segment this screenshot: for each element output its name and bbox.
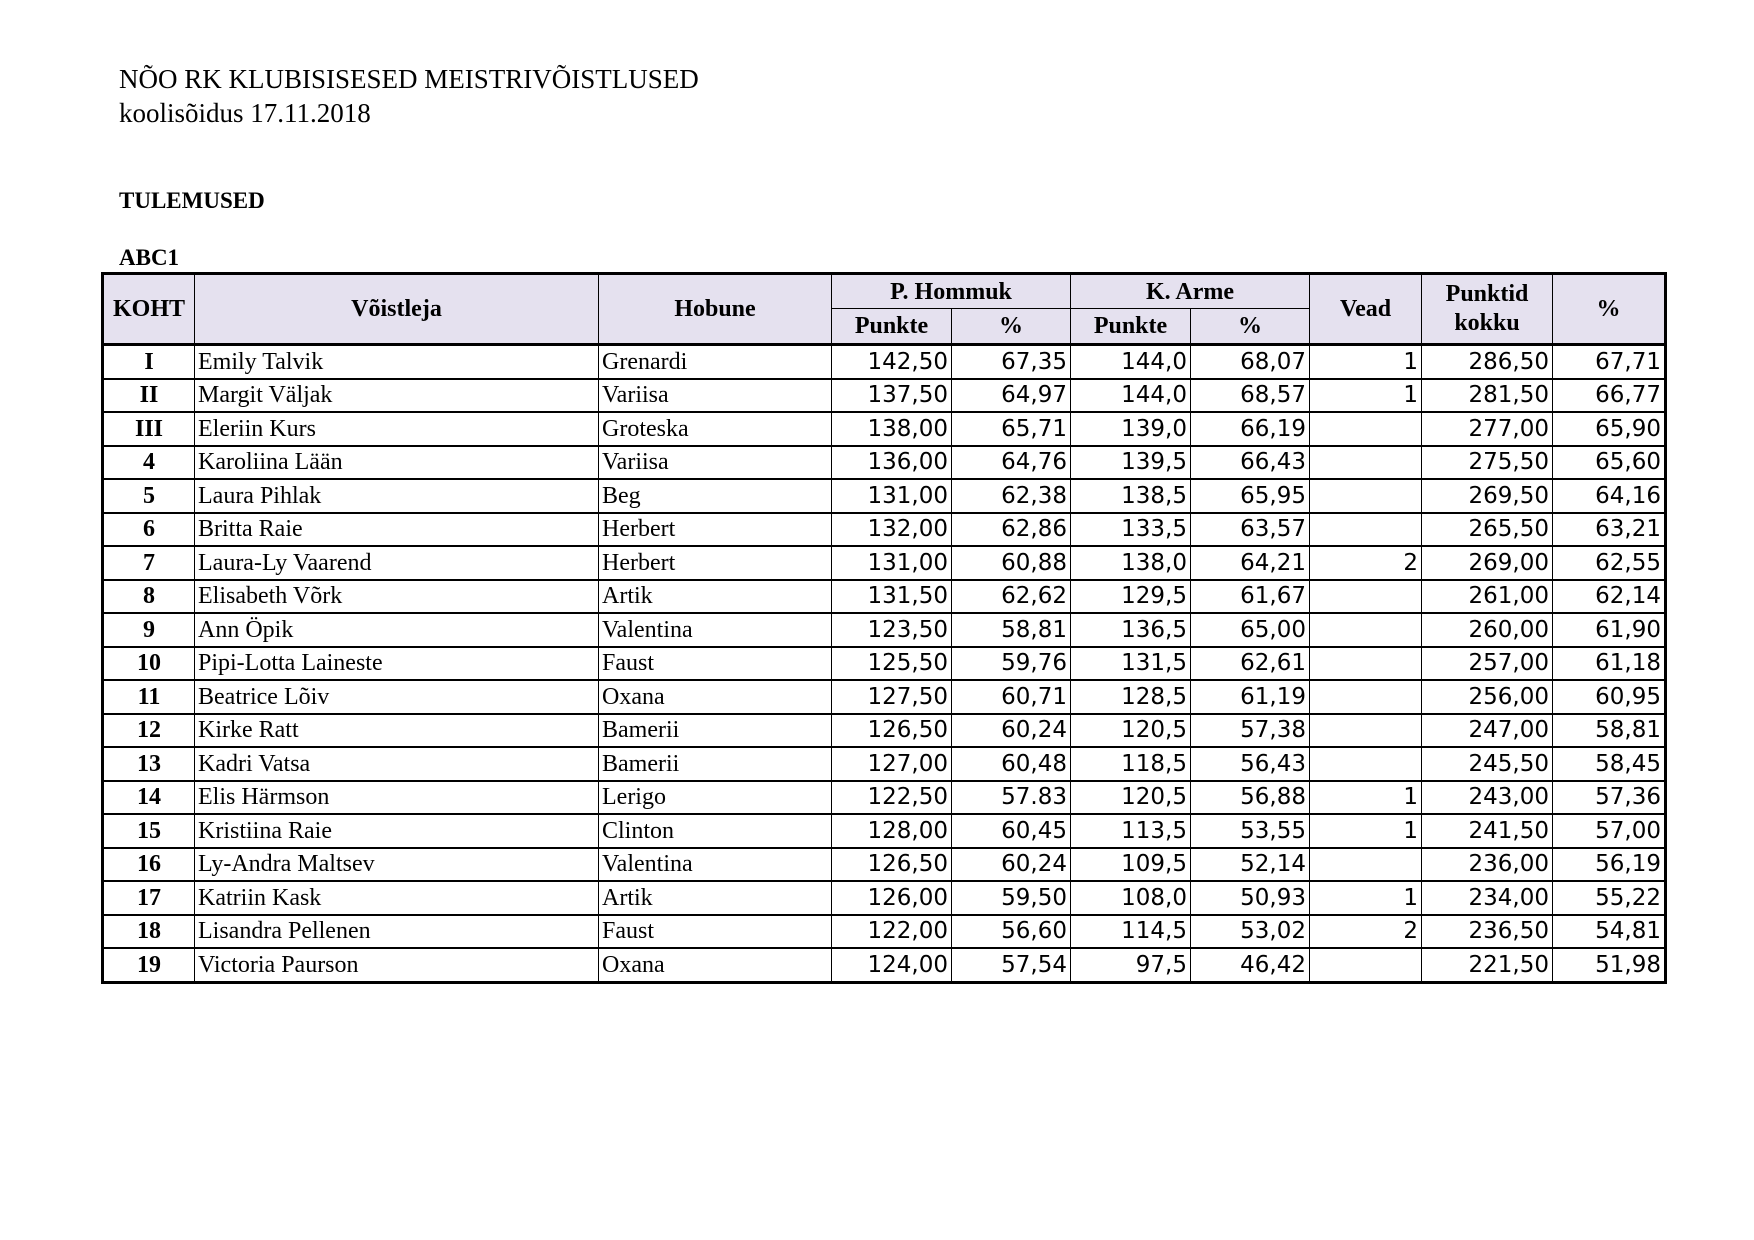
faults-cell: 1 [1310, 814, 1422, 848]
horse-cell: Groteska [599, 412, 832, 446]
header-rank: KOHT [103, 274, 195, 345]
rider-cell: Elis Härmson [195, 781, 599, 815]
judge-2-percent-cell: 68,07 [1191, 345, 1310, 379]
judge-2-percent-cell: 62,61 [1191, 647, 1310, 681]
judge-1-points-cell: 138,00 [832, 412, 952, 446]
total-points-cell: 269,00 [1422, 546, 1553, 580]
judge-2-points-cell: 128,5 [1071, 680, 1191, 714]
rider-cell: Kadri Vatsa [195, 747, 599, 781]
judge-1-percent-cell: 62,38 [952, 479, 1071, 513]
header-total-percent: % [1553, 274, 1666, 345]
table-row [103, 848, 1666, 882]
judge-1-points-cell: 136,00 [832, 446, 952, 480]
judge-1-percent-cell: 59,76 [952, 647, 1071, 681]
table-row [103, 881, 1666, 915]
faults-cell [1310, 513, 1422, 547]
judge-2-points-cell: 144,0 [1071, 345, 1191, 379]
judge-2-percent-cell: 53,02 [1191, 915, 1310, 949]
rider-cell: Beatrice Lõiv [195, 680, 599, 714]
horse-cell: Variisa [599, 446, 832, 480]
rider-cell: Victoria Paurson [195, 948, 599, 982]
judge-1-percent-cell: 62,86 [952, 513, 1071, 547]
table-row [103, 680, 1666, 714]
faults-cell: 1 [1310, 345, 1422, 379]
judge-1-points-cell: 122,00 [832, 915, 952, 949]
rank-cell: 18 [103, 915, 195, 949]
judge-2-percent-cell: 65,95 [1191, 479, 1310, 513]
faults-cell [1310, 446, 1422, 480]
table-header [103, 274, 1666, 345]
table-row [103, 714, 1666, 748]
total-points-cell: 269,50 [1422, 479, 1553, 513]
judge-2-percent-cell: 56,88 [1191, 781, 1310, 815]
rank-cell: 5 [103, 479, 195, 513]
judge-1-percent-cell: 67,35 [952, 345, 1071, 379]
judge-1-points-cell: 122,50 [832, 781, 952, 815]
judge-1-percent-cell: 57,54 [952, 948, 1071, 982]
rider-cell: Kristiina Raie [195, 814, 599, 848]
judge-2-points-cell: 129,5 [1071, 580, 1191, 614]
total-points-cell: 277,00 [1422, 412, 1553, 446]
horse-cell: Variisa [599, 379, 832, 413]
section-heading: TULEMUSED [119, 188, 265, 213]
horse-cell: Grenardi [599, 345, 832, 379]
total-points-cell: 256,00 [1422, 680, 1553, 714]
horse-cell: Oxana [599, 680, 832, 714]
total-points-cell: 241,50 [1422, 814, 1553, 848]
judge-2-points-cell: 113,5 [1071, 814, 1191, 848]
faults-cell [1310, 747, 1422, 781]
judge-2-points-cell: 131,5 [1071, 647, 1191, 681]
total-points-cell: 234,00 [1422, 881, 1553, 915]
rank-cell: 19 [103, 948, 195, 982]
judge-1-points-cell: 127,00 [832, 747, 952, 781]
rank-cell: 4 [103, 446, 195, 480]
rank-cell: 10 [103, 647, 195, 681]
judge-2-points-cell: 138,5 [1071, 479, 1191, 513]
total-points-cell: 221,50 [1422, 948, 1553, 982]
judge-1-points-cell: 124,00 [832, 948, 952, 982]
judge-1-percent-cell: 60,45 [952, 814, 1071, 848]
total-points-cell: 275,50 [1422, 446, 1553, 480]
header-judge-1-percent: % [952, 309, 1071, 345]
rank-cell: III [103, 412, 195, 446]
rider-cell: Britta Raie [195, 513, 599, 547]
table-row [103, 915, 1666, 949]
total-percent-cell: 62,55 [1553, 546, 1666, 580]
judge-1-points-cell: 142,50 [832, 345, 952, 379]
table-row [103, 613, 1666, 647]
table-row [103, 546, 1666, 580]
judge-2-percent-cell: 52,14 [1191, 848, 1310, 882]
rank-cell: 9 [103, 613, 195, 647]
table-row [103, 513, 1666, 547]
judge-2-points-cell: 97,5 [1071, 948, 1191, 982]
judge-2-points-cell: 138,0 [1071, 546, 1191, 580]
total-points-cell: 261,00 [1422, 580, 1553, 614]
judge-1-percent-cell: 62,62 [952, 580, 1071, 614]
table-row [103, 412, 1666, 446]
rank-cell: 7 [103, 546, 195, 580]
judge-2-points-cell: 109,5 [1071, 848, 1191, 882]
document-title: NÕO RK KLUBISISESED MEISTRIVÕISTLUSED [119, 64, 699, 94]
judge-2-points-cell: 139,5 [1071, 446, 1191, 480]
rank-cell: I [103, 345, 195, 379]
judge-1-percent-cell: 56,60 [952, 915, 1071, 949]
judge-2-percent-cell: 61,67 [1191, 580, 1310, 614]
horse-cell: Lerigo [599, 781, 832, 815]
rider-cell: Katriin Kask [195, 881, 599, 915]
judge-1-percent-cell: 64,76 [952, 446, 1071, 480]
judge-1-points-cell: 132,00 [832, 513, 952, 547]
judge-2-points-cell: 144,0 [1071, 379, 1191, 413]
judge-1-percent-cell: 60,48 [952, 747, 1071, 781]
class-heading: ABC1 [119, 245, 180, 270]
judge-2-points-cell: 139,0 [1071, 412, 1191, 446]
document-subtitle: koolisõidus 17.11.2018 [119, 98, 371, 128]
faults-cell: 1 [1310, 379, 1422, 413]
judge-1-points-cell: 125,50 [832, 647, 952, 681]
rider-cell: Emily Talvik [195, 345, 599, 379]
header-judge-1-points: Punkte [832, 309, 952, 345]
total-percent-cell: 62,14 [1553, 580, 1666, 614]
judge-2-percent-cell: 64,21 [1191, 546, 1310, 580]
total-percent-cell: 67,71 [1553, 345, 1666, 379]
total-percent-cell: 55,22 [1553, 881, 1666, 915]
judge-1-percent-cell: 60,88 [952, 546, 1071, 580]
judge-1-points-cell: 126,50 [832, 714, 952, 748]
header-total-points: Punktid kokku [1422, 274, 1553, 345]
rider-cell: Karoliina Lään [195, 446, 599, 480]
header-faults: Vead [1310, 274, 1422, 345]
judge-1-points-cell: 123,50 [832, 613, 952, 647]
judge-1-points-cell: 126,50 [832, 848, 952, 882]
total-percent-cell: 57,00 [1553, 814, 1666, 848]
judge-1-percent-cell: 60,24 [952, 714, 1071, 748]
table-row [103, 446, 1666, 480]
faults-cell [1310, 948, 1422, 982]
table-row [103, 781, 1666, 815]
horse-cell: Herbert [599, 513, 832, 547]
total-percent-cell: 51,98 [1553, 948, 1666, 982]
table-row [103, 647, 1666, 681]
rider-cell: Laura Pihlak [195, 479, 599, 513]
horse-cell: Faust [599, 647, 832, 681]
header-judge-2-percent: % [1191, 309, 1310, 345]
horse-cell: Beg [599, 479, 832, 513]
judge-1-points-cell: 131,00 [832, 479, 952, 513]
rider-cell: Elisabeth Võrk [195, 580, 599, 614]
total-percent-cell: 64,16 [1553, 479, 1666, 513]
faults-cell [1310, 613, 1422, 647]
faults-cell [1310, 647, 1422, 681]
rider-cell: Ann Öpik [195, 613, 599, 647]
judge-1-percent-cell: 64,97 [952, 379, 1071, 413]
judge-1-points-cell: 131,00 [832, 546, 952, 580]
rank-cell: 17 [103, 881, 195, 915]
judge-1-percent-cell: 59,50 [952, 881, 1071, 915]
faults-cell: 1 [1310, 781, 1422, 815]
judge-2-percent-cell: 63,57 [1191, 513, 1310, 547]
total-percent-cell: 54,81 [1553, 915, 1666, 949]
judge-1-percent-cell: 60,24 [952, 848, 1071, 882]
judge-1-points-cell: 127,50 [832, 680, 952, 714]
horse-cell: Oxana [599, 948, 832, 982]
rider-cell: Eleriin Kurs [195, 412, 599, 446]
rider-cell: Margit Väljak [195, 379, 599, 413]
rank-cell: 15 [103, 814, 195, 848]
rider-cell: Laura-Ly Vaarend [195, 546, 599, 580]
rank-cell: 11 [103, 680, 195, 714]
header-horse: Hobune [599, 274, 832, 345]
table-row [103, 580, 1666, 614]
total-points-cell: 236,00 [1422, 848, 1553, 882]
horse-cell: Clinton [599, 814, 832, 848]
total-points-cell: 257,00 [1422, 647, 1553, 681]
rider-cell: Ly-Andra Maltsev [195, 848, 599, 882]
judge-2-percent-cell: 57,38 [1191, 714, 1310, 748]
horse-cell: Valentina [599, 848, 832, 882]
total-percent-cell: 57,36 [1553, 781, 1666, 815]
judge-2-points-cell: 136,5 [1071, 613, 1191, 647]
rank-cell: 16 [103, 848, 195, 882]
faults-cell [1310, 412, 1422, 446]
total-points-cell: 245,50 [1422, 747, 1553, 781]
judge-2-points-cell: 133,5 [1071, 513, 1191, 547]
table-row [103, 379, 1666, 413]
total-points-cell: 281,50 [1422, 379, 1553, 413]
judge-1-percent-cell: 57.83 [952, 781, 1071, 815]
judge-1-points-cell: 137,50 [832, 379, 952, 413]
faults-cell [1310, 479, 1422, 513]
horse-cell: Valentina [599, 613, 832, 647]
total-points-cell: 265,50 [1422, 513, 1553, 547]
rank-cell: 8 [103, 580, 195, 614]
judge-1-points-cell: 131,50 [832, 580, 952, 614]
judge-2-percent-cell: 65,00 [1191, 613, 1310, 647]
horse-cell: Herbert [599, 546, 832, 580]
header-judge-2-points: Punkte [1071, 309, 1191, 345]
judge-2-points-cell: 120,5 [1071, 781, 1191, 815]
total-percent-cell: 56,19 [1553, 848, 1666, 882]
rank-cell: II [103, 379, 195, 413]
faults-cell [1310, 848, 1422, 882]
judge-2-percent-cell: 50,93 [1191, 881, 1310, 915]
total-percent-cell: 63,21 [1553, 513, 1666, 547]
table-body [103, 345, 1666, 983]
header-rider: Võistleja [195, 274, 599, 345]
horse-cell: Artik [599, 580, 832, 614]
judge-2-percent-cell: 56,43 [1191, 747, 1310, 781]
total-points-cell: 247,00 [1422, 714, 1553, 748]
rider-cell: Pipi-Lotta Laineste [195, 647, 599, 681]
results-table [101, 272, 1667, 984]
faults-cell [1310, 714, 1422, 748]
total-percent-cell: 61,18 [1553, 647, 1666, 681]
total-points-cell: 260,00 [1422, 613, 1553, 647]
rank-cell: 14 [103, 781, 195, 815]
total-percent-cell: 58,45 [1553, 747, 1666, 781]
judge-1-points-cell: 126,00 [832, 881, 952, 915]
header-judge-1: P. Hommuk [832, 274, 1071, 309]
faults-cell: 1 [1310, 881, 1422, 915]
table-row [103, 948, 1666, 982]
horse-cell: Artik [599, 881, 832, 915]
total-points-cell: 236,50 [1422, 915, 1553, 949]
judge-2-percent-cell: 61,19 [1191, 680, 1310, 714]
horse-cell: Faust [599, 915, 832, 949]
faults-cell: 2 [1310, 915, 1422, 949]
judge-2-percent-cell: 68,57 [1191, 379, 1310, 413]
faults-cell [1310, 680, 1422, 714]
judge-2-points-cell: 120,5 [1071, 714, 1191, 748]
table-row [103, 479, 1666, 513]
judge-2-percent-cell: 53,55 [1191, 814, 1310, 848]
total-percent-cell: 65,60 [1553, 446, 1666, 480]
rider-cell: Lisandra Pellenen [195, 915, 599, 949]
judge-2-percent-cell: 66,19 [1191, 412, 1310, 446]
judge-2-points-cell: 108,0 [1071, 881, 1191, 915]
judge-2-percent-cell: 66,43 [1191, 446, 1310, 480]
faults-cell: 2 [1310, 546, 1422, 580]
total-points-cell: 243,00 [1422, 781, 1553, 815]
rank-cell: 12 [103, 714, 195, 748]
judge-2-percent-cell: 46,42 [1191, 948, 1310, 982]
table-row [103, 345, 1666, 379]
rank-cell: 6 [103, 513, 195, 547]
table-row [103, 747, 1666, 781]
header-judge-2: K. Arme [1071, 274, 1310, 309]
table-row [103, 814, 1666, 848]
judge-1-percent-cell: 58,81 [952, 613, 1071, 647]
total-percent-cell: 61,90 [1553, 613, 1666, 647]
rank-cell: 13 [103, 747, 195, 781]
judge-1-points-cell: 128,00 [832, 814, 952, 848]
judge-2-points-cell: 114,5 [1071, 915, 1191, 949]
total-percent-cell: 66,77 [1553, 379, 1666, 413]
horse-cell: Bamerii [599, 747, 832, 781]
total-percent-cell: 58,81 [1553, 714, 1666, 748]
judge-1-percent-cell: 60,71 [952, 680, 1071, 714]
total-points-cell: 286,50 [1422, 345, 1553, 379]
total-percent-cell: 65,90 [1553, 412, 1666, 446]
horse-cell: Bamerii [599, 714, 832, 748]
total-percent-cell: 60,95 [1553, 680, 1666, 714]
faults-cell [1310, 580, 1422, 614]
judge-1-percent-cell: 65,71 [952, 412, 1071, 446]
rider-cell: Kirke Ratt [195, 714, 599, 748]
judge-2-points-cell: 118,5 [1071, 747, 1191, 781]
